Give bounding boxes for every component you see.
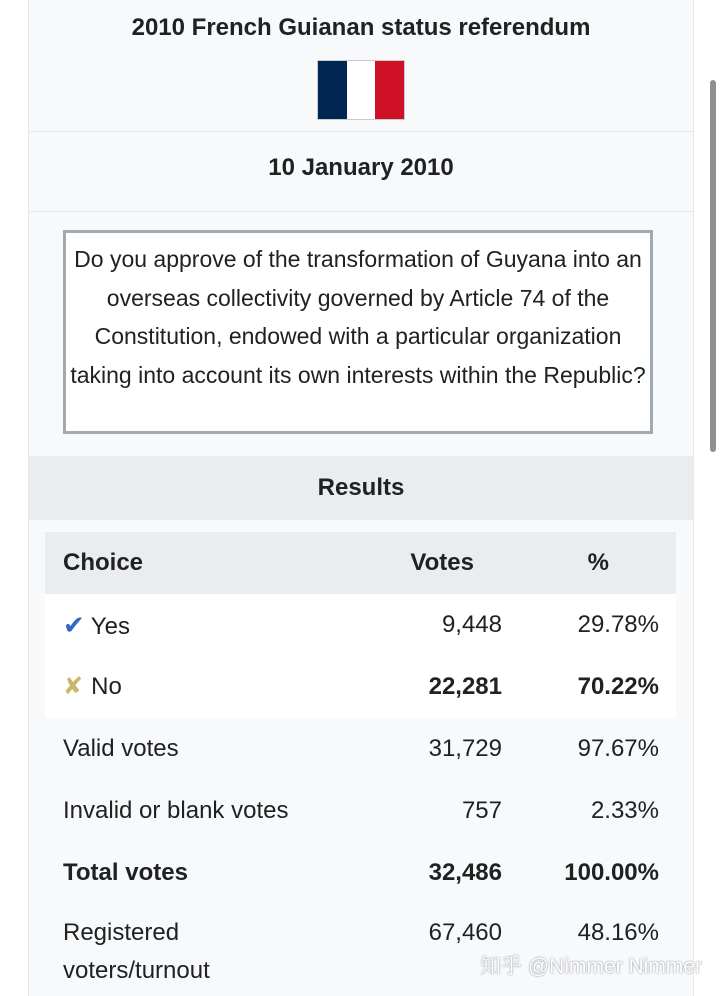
watermark: 知乎 @Nimmer Nimmer [480,955,702,978]
no-percent: 70.22% [577,673,659,700]
registered-label: Registered voters/turnout [63,919,210,984]
cross-icon: ✘ [63,673,84,700]
flag-band-blue [318,61,347,119]
table-header-row [45,532,676,594]
invalid-percent: 2.33% [590,797,659,824]
valid-label: Valid votes [63,735,179,762]
table-row-no [45,656,676,718]
flag-of-france [317,60,405,120]
invalid-label: Invalid or blank votes [63,797,289,824]
invalid-votes: 757 [461,797,502,824]
divider [29,211,693,212]
total-votes: 32,486 [428,859,502,886]
flag-band-red [375,61,404,119]
table-row-valid [45,718,676,780]
total-percent: 100.00% [564,859,659,886]
valid-percent: 97.67% [577,735,659,762]
flag-band-white [347,61,376,119]
yes-percent: 29.78% [577,611,659,638]
header-choice: Choice [63,549,144,576]
choice-yes-label: Yes [90,613,130,640]
referendum-question: Do you approve of the transformation of Guyana into an overseas collectivity governed by Article 74 of the Constitution, endowed with a particular organization taking into account its own interests within the Republic? [63,230,653,434]
referendum-infobox [28,0,694,996]
choice-no-label: No [91,673,122,700]
valid-votes: 31,729 [428,735,502,762]
vertical-scrollbar[interactable] [710,80,716,452]
referendum-date: 10 January 2010 [268,154,454,181]
yes-votes: 9,448 [441,611,502,638]
header-percent: % [587,549,609,576]
table-row-total [45,842,676,904]
total-label: Total votes [63,859,188,886]
infobox-title: 2010 French Guianan status referendum [131,14,591,41]
header-votes: Votes [410,549,474,576]
results-table [45,532,676,988]
table-row-yes [45,594,676,656]
no-votes: 22,281 [428,673,502,700]
turnout-percent: 48.16% [577,919,659,946]
divider [29,131,693,132]
registered-votes: 67,460 [428,919,502,946]
table-row-invalid [45,780,676,842]
results-heading: Results [29,456,693,520]
check-icon: ✔ [63,610,85,640]
